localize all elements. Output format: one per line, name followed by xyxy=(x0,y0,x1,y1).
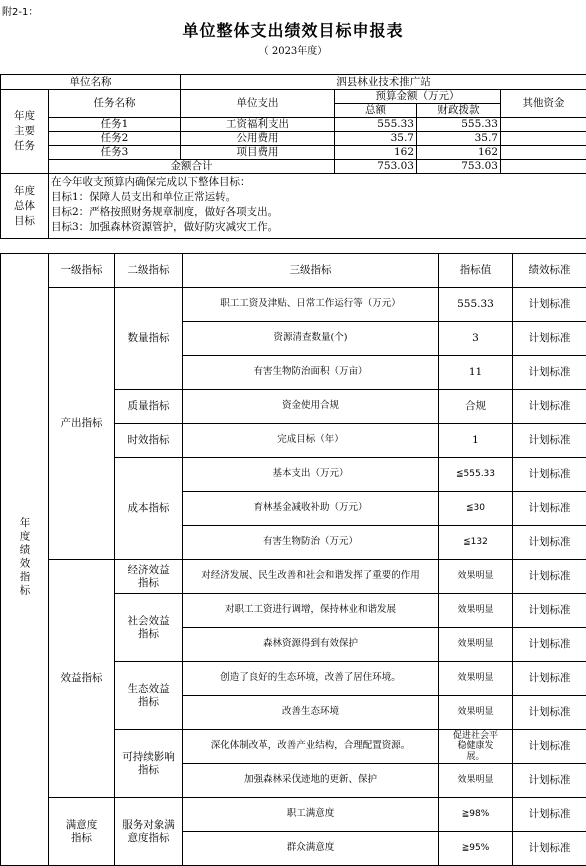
year-label: （ 2023年度） xyxy=(0,42,586,57)
level3-indicator: 职工满意度 xyxy=(183,798,439,832)
level3-indicator: 育林基金减收补助（万元） xyxy=(183,492,439,526)
goals-content xyxy=(49,174,586,239)
task-fiscal: 555.33 xyxy=(417,118,501,132)
level2-cost: 成本指标 xyxy=(115,458,183,560)
indicator-standard: 计划标准 xyxy=(513,458,586,492)
task-other xyxy=(501,146,586,160)
level3-header: 三级指标 xyxy=(183,254,439,288)
level3-indicator: 有害生物防治面积（万亩） xyxy=(183,356,439,390)
budget-amount-header: 预算金额（万元） xyxy=(335,90,501,104)
goal-line: 目标2：严格按照财务规章制度，做好各项支出。 xyxy=(51,205,584,220)
task-total: 162 xyxy=(335,146,417,160)
level3-indicator: 群众满意度 xyxy=(183,832,439,866)
indicator-row xyxy=(1,560,586,594)
task-name-header: 任务名称 xyxy=(49,90,181,118)
unit-expense-header: 单位支出 xyxy=(181,90,335,118)
level3-indicator: 创造了良好的生态环境，改善了居住环境。 xyxy=(183,662,439,696)
indicator-value: 效果明显 xyxy=(439,628,513,662)
indicator-value: 3 xyxy=(439,322,513,356)
task-expense: 公用费用 xyxy=(181,132,335,146)
indicator-standard: 计划标准 xyxy=(513,662,586,696)
level3-indicator: 对经济发展、民生改善和社会和谐发挥了重要的作用 xyxy=(183,560,439,594)
level3-indicator: 职工工资及津贴、日常工作运行等（万元） xyxy=(183,288,439,322)
indicator-standard: 计划标准 xyxy=(513,832,586,866)
level2-economic: 经济效益指标 xyxy=(115,560,183,594)
level3-indicator: 深化体制改革，改善产业结构，合理配置资源。 xyxy=(183,730,439,764)
goals-section-label: 年度总体目标 xyxy=(1,174,49,239)
indicator-value: 效果明显 xyxy=(439,594,513,628)
unit-label: 单位名称 xyxy=(1,75,181,90)
task-expense: 项目费用 xyxy=(181,146,335,160)
goal-line: 在今年收支预算内确保完成以下整体目标： xyxy=(51,175,584,190)
indicator-value: 促进社会平稳健康发展。 xyxy=(439,730,513,764)
indicator-standard: 计划标准 xyxy=(513,424,586,458)
task-total: 555.33 xyxy=(335,118,417,132)
goals-row xyxy=(1,174,586,239)
task-fiscal: 35.7 xyxy=(417,132,501,146)
indicator-value: ≧95% xyxy=(439,832,513,866)
attachment-label: 附2-1： xyxy=(2,3,38,18)
unit-row xyxy=(1,75,586,90)
level2-header: 二级指标 xyxy=(115,254,183,288)
level3-indicator: 改善生态环境 xyxy=(183,696,439,730)
level3-indicator: 有害生物防治（万元） xyxy=(183,526,439,560)
level2-quality: 质量指标 xyxy=(115,390,183,424)
level2-sustainable: 可持续影响指标 xyxy=(115,730,183,798)
indicator-table xyxy=(0,253,586,866)
indicator-value: 效果明显 xyxy=(439,662,513,696)
indicator-value: 1 xyxy=(439,424,513,458)
level3-indicator: 对职工工资进行调增，保持林业和谐发展 xyxy=(183,594,439,628)
indicator-value: 效果明显 xyxy=(439,764,513,798)
indicator-standard: 计划标准 xyxy=(513,288,586,322)
goal-line: 目标3：加强森林资源管护，做好防灾减灾工作。 xyxy=(51,220,584,235)
indicator-value: ≧98% xyxy=(439,798,513,832)
level1-output: 产出指标 xyxy=(49,288,115,560)
level1-satisfaction: 满意度指标 xyxy=(49,798,115,866)
level3-indicator: 资源清查数量(个) xyxy=(183,322,439,356)
indicator-standard: 计划标准 xyxy=(513,526,586,560)
indicator-standard: 计划标准 xyxy=(513,764,586,798)
standard-header: 绩效标准 xyxy=(513,254,586,288)
indicator-value: ≦132 xyxy=(439,526,513,560)
indicator-header-row xyxy=(1,254,586,288)
tasks-section-label: 年度主要任务 xyxy=(1,90,49,174)
task-other xyxy=(501,118,586,132)
level3-indicator: 加强森林采伐迹地的更新、保护 xyxy=(183,764,439,798)
level3-indicator: 资金使用合规 xyxy=(183,390,439,424)
sum-total: 753.03 xyxy=(335,160,417,174)
form-title: 单位整体支出绩效目标申报表 xyxy=(0,18,586,41)
indicator-standard: 计划标准 xyxy=(513,798,586,832)
value-header: 指标值 xyxy=(439,254,513,288)
indicator-standard: 计划标准 xyxy=(513,730,586,764)
level2-social: 社会效益指标 xyxy=(115,594,183,662)
task-name: 任务1 xyxy=(49,118,181,132)
fiscal-header: 财政拨款 xyxy=(417,104,501,118)
other-funds-header: 其他资金 xyxy=(501,90,586,118)
task-fiscal: 162 xyxy=(417,146,501,160)
indicator-value: 11 xyxy=(439,356,513,390)
indicators-section-label: 年度绩效指标 xyxy=(1,254,49,866)
task-name: 任务2 xyxy=(49,132,181,146)
indicator-value: 效果明显 xyxy=(439,696,513,730)
task-row xyxy=(1,146,586,160)
task-header-row xyxy=(1,90,586,104)
task-total: 35.7 xyxy=(335,132,417,146)
indicator-standard: 计划标准 xyxy=(513,628,586,662)
unit-name: 泗县林业技术推广站 xyxy=(181,75,586,90)
goal-line: 目标1：保障人员支出和单位正常运转。 xyxy=(51,190,584,205)
level1-header: 一级指标 xyxy=(49,254,115,288)
task-row xyxy=(1,132,586,146)
level2-service: 服务对象满意度指标 xyxy=(115,798,183,866)
sum-other xyxy=(501,160,586,174)
task-row xyxy=(1,118,586,132)
indicator-value: 合规 xyxy=(439,390,513,424)
level3-indicator: 森林资源得到有效保护 xyxy=(183,628,439,662)
task-other xyxy=(501,132,586,146)
indicator-standard: 计划标准 xyxy=(513,356,586,390)
indicator-value: ≦30 xyxy=(439,492,513,526)
level2-timeliness: 时效指标 xyxy=(115,424,183,458)
indicator-value: 555.33 xyxy=(439,288,513,322)
indicator-row xyxy=(1,798,586,832)
total-header: 总额 xyxy=(335,104,417,118)
level2-quantity: 数量指标 xyxy=(115,288,183,390)
indicator-standard: 计划标准 xyxy=(513,492,586,526)
indicator-standard: 计划标准 xyxy=(513,560,586,594)
indicator-standard: 计划标准 xyxy=(513,594,586,628)
sum-row xyxy=(1,160,586,174)
level3-indicator: 基本支出（万元） xyxy=(183,458,439,492)
indicator-row xyxy=(1,288,586,322)
task-name: 任务3 xyxy=(49,146,181,160)
indicator-value: 效果明显 xyxy=(439,560,513,594)
indicator-standard: 计划标准 xyxy=(513,696,586,730)
level3-indicator: 完成目标（年） xyxy=(183,424,439,458)
budget-table xyxy=(0,74,586,239)
indicator-standard: 计划标准 xyxy=(513,322,586,356)
sum-fiscal: 753.03 xyxy=(417,160,501,174)
indicator-value: ≦555.33 xyxy=(439,458,513,492)
level1-benefit: 效益指标 xyxy=(49,560,115,798)
indicator-standard: 计划标准 xyxy=(513,390,586,424)
task-expense: 工资福利支出 xyxy=(181,118,335,132)
sum-label: 金额合计 xyxy=(49,160,335,174)
level2-ecological: 生态效益指标 xyxy=(115,662,183,730)
